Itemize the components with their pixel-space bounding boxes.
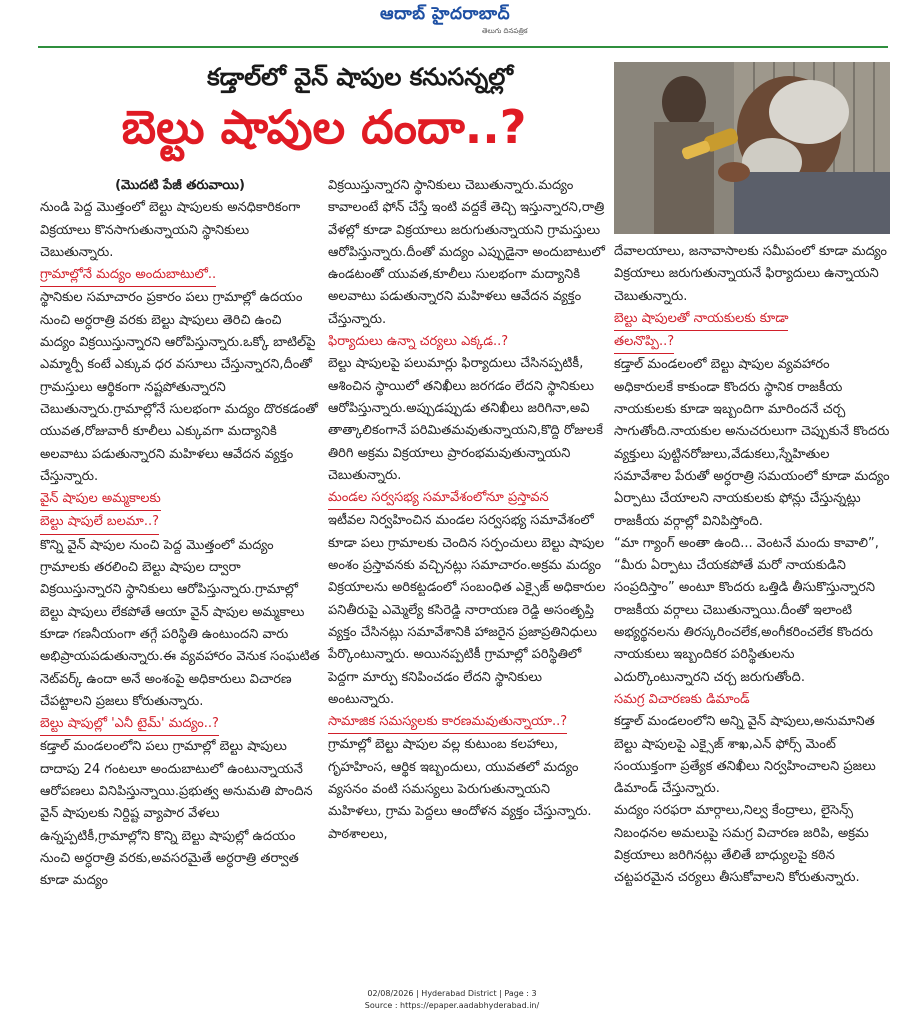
article-sub-headline: కడ్తాల్‌లో వైన్ షాపుల కనుసన్నల్లో <box>207 63 513 91</box>
col2-subhead-3: సామాజిక సమస్యలకు కారణమవుతున్నాయా..? <box>328 711 567 734</box>
col1-paragraph-2: స్థానికుల సమాచారం ప్రకారం పలు గ్రామాల్లో ఉదయం నుంచి అర్ధరాత్రి వరకు బెల్టు షాపులు తెరిచి ఉంచి మద్యం విక్రయిస్తున్నారని ఆరోపిస్తున్నారు.ఒక్కో బాటిల్‌పై ఎమ్మార్పీ కంటే ఎక్కువ ధర వసూలు చేస్తున్నారని,దీంతో గ్రామస్తులు ఆర్థికంగా నష్టపోతున్నారని చెబుతున్నారు.గ్రామాల్లోనే సులభంగా మద్యం దొరకడంతో యువత,రోజువారీ కూలీలు ఎక్కువగా మద్యానికి అలవాటు పడుతున్నారని మహిళలు ఆవేదన వ్యక్తం చేస్తున్నారు. <box>40 290 318 484</box>
col3-paragraph-1: దేవాలయాలు, జనావాసాలకు సమీపంలో కూడా మద్యం విక్రయాలు జరుగుతున్నాయనే ఫిర్యాదులు ఉన్నాయని చెబుతున్నారు. <box>614 244 887 304</box>
page-footer <box>0 988 904 1012</box>
continued-from-front-page: (మొదటి పేజీ తరువాయి) <box>115 178 245 193</box>
col1-paragraph-3: కొన్ని వైన్ షాపుల నుంచి పెద్ద మొత్తంలో మద్యం గ్రామాలకు తరలించి బెల్టు షాపుల ద్వారా విక్రయిస్తున్నారని స్థానికులు ఆరోపిస్తున్నారు.గ్రామాల్లో బెల్టు షాపులు లేకపోతే ఆయా వైన్ షాపుల అమ్మకాలు కూడా గణనీయంగా తగ్గే పరిస్థితి ఉంటుందని వారు అభిప్రాయపడుతున్నారు.ఈ వ్యవహారం వెనుక సంఘటిత నెట్‌వర్క్ ఉందా అనే అంశంపై అధికారులు విచారణ చేపట్టాలని ప్రజలు కోరుతున్నారు. <box>40 537 320 709</box>
col3-subhead-1a: బెల్టు షాపులతో నాయకులకు కూడా <box>614 308 788 331</box>
article-column-1 <box>40 175 320 893</box>
article-column-3 <box>614 241 890 890</box>
article-column-2 <box>328 175 606 846</box>
masthead-logo-title: ఆదాబ్ హైదరాబాద్ <box>380 4 511 24</box>
col3-paragraph-5: మద్యం సరఫరా మార్గాలు,నిల్వ కేంద్రాలు, లైసెన్స్ నిబంధనల అమలుపై సమగ్ర విచారణ జరిపి, అక్రమ విక్రయాలు జరిగినట్లు తేలితే బాధ్యులపై కఠిన చట్టపరమైన చర్యలు తీసుకోవాలని కోరుతున్నారు. <box>614 803 869 886</box>
col2-paragraph-1: విక్రయిస్తున్నారని స్థానికులు చెబుతున్నారు.మద్యం కావాలంటే ఫోన్ చేస్తే ఇంటి వద్దకే తెచ్చి ఇస్తున్నారని,రాత్రి వేళల్లో కూడా విక్రయాలు జరుగుతున్నాయని గ్రామస్తులు ఆరోపిస్తున్నారు.దీంతో మద్యం ఎప్పుడైనా అందుబాటులో ఉండటంతో యువత,కూలీలు సులభంగా మద్యానికి అలవాటు పడుతున్నారని మహిళలు ఆవేదన వ్యక్తం చేస్తున్నారు. <box>328 178 605 327</box>
col3-subhead-1b: తలనొప్పి..? <box>614 331 674 354</box>
col3-paragraph-4: కడ్తాల్ మండలంలోని అన్ని వైన్ షాపులు,అనుమానిత బెల్టు షాపులపై ఎక్సైజ్ శాఖ,ఎన్ ఫోర్స్ మెంట్ సంయుక్తంగా ప్రత్యేక తనిఖీలు నిర్వహించాలని ప్రజలు డిమాండ్ చేస్తున్నారు. <box>614 714 876 797</box>
col1-paragraph-1: నుండి పెద్ద మొత్తంలో బెల్టు షాపులకు అనధికారికంగా విక్రయాలు కొనసాగుతున్నాయని స్థానికులు చెబుతున్నారు. <box>40 200 301 260</box>
footer-date-page: 02/08/2026 | Hyderabad District | Page : 3 <box>367 989 537 998</box>
footer-source-url[interactable]: Source : https://epaper.aadabhyderabad.in/ <box>364 1001 540 1010</box>
col1-subhead-2a: వైన్ షాపుల అమ్మకాలకు <box>40 488 161 511</box>
photo-illustration <box>614 62 890 234</box>
article-headline: బెల్టు షాపుల దందా..? <box>121 100 527 154</box>
masthead <box>0 0 904 46</box>
col2-paragraph-2: బెల్టు షాపులపై పలుమార్లు ఫిర్యాదులు చేసినప్పటికీ, ఆశించిన స్థాయిలో తనిఖీలు జరగడం లేదని స్థానికులు ఆరోపిస్తున్నారు.అప్పుడప్పుడు తనిఖీలు జరిగినా,అవి తాత్కాలికంగానే పరిమితమవుతున్నాయని,కొద్ది రోజులకే తిరిగి అక్రమ విక్రయాలు ప్రారంభమవుతున్నాయని చెబుతున్నారు. <box>328 356 603 483</box>
col1-subhead-3: బెల్టు షాపుల్లో 'ఎనీ టైమ్' మద్యం..? <box>40 713 219 736</box>
col2-subhead-2: మండల సర్వసభ్య సమావేశంలోనూ ప్రస్తావన <box>328 487 549 510</box>
col1-paragraph-4: కడ్తాల్ మండలంలోని పలు గ్రామాల్లో బెల్టు షాపులు దాదాపు 24 గంటలూ అందుబాటులో ఉంటున్నాయనే ఆరోపణలు వినిపిస్తున్నాయి.ప్రభుత్వ అనుమతి పొందిన వైన్ షాపులకు నిర్దిష్ట వ్యాపార వేళలు ఉన్నప్పటికీ,గ్రామాల్లోని కొన్ని బెల్టు షాపుల్లో ఉదయం నుంచి అర్ధరాత్రి వరకు,అవసరమైతే అర్ధరాత్రి తర్వాత కూడా మద్యం <box>40 739 313 889</box>
col1-subhead-1: గ్రామాల్లోనే మద్యం అందుబాటులో.. <box>40 264 216 287</box>
masthead-tagline: తెలుగు దినపత్రిక <box>482 27 528 35</box>
masthead-divider <box>38 46 888 48</box>
col1-subhead-2b: బెల్టు షాపులే బలమా..? <box>40 511 159 534</box>
col3-paragraph-3: “మా గ్యాంగ్ అంతా ఉంది... వెంటనే మందు కావాలి”, “మీరు ఏర్పాటు చేయకపోతే మరో నాయకుడిని సంప్రదిస్తాం” అంటూ కొందరు ఒత్తిడి తీసుకొస్తున్నారని రాజకీయ వర్గాలు చెబుతున్నాయి.దీంతో ఇలాంటి అభ్యర్థనలను తిరస్కరించలేక,అంగీకరించలేక కొందరు నాయకులు ఇబ్బందికర పరిస్థితులను ఎదుర్కొంటున్నారని చర్చ జరుగుతోంది. <box>614 535 879 685</box>
col3-subhead-2: సమగ్ర విచారణకు డిమాండ్ <box>614 691 750 707</box>
man-drinking-liquor-photo <box>614 62 890 234</box>
col3-paragraph-2: కడ్తాల్ మండలంలో బెల్టు షాపుల వ్యవహారం అధికారులకే కాకుండా కొందరు స్థానిక రాజకీయ నాయకులకు కూడా ఇబ్బందిగా మారిందనే చర్చ సాగుతోంది.నాయకుల అనుచరులుగా చెప్పుకునే కొందరు వ్యక్తులు పుట్టినరోజులు,వేడుకలు,స్నేహితుల సమావేశాల పేరుతో అర్ధరాత్రి సమయంలో కూడా మద్యం ఏర్పాటు చేయాలని నాయకులకు ఫోన్లు చేస్తున్నట్లు రాజకీయ వర్గాల్లో వినిపిస్తోంది. <box>614 357 890 529</box>
col2-paragraph-4: గ్రామాల్లో బెల్టు షాపుల వల్ల కుటుంబ కలహాలు, గృహహింస, ఆర్థిక ఇబ్బందులు, యువతలో మద్యం వ్యసనం వంటి సమస్యలు పెరుగుతున్నాయని మహిళలు, గ్రామ పెద్దలు ఆందోళన వ్యక్తం చేస్తున్నారు. పాఠశాలలు, <box>328 737 592 842</box>
col2-paragraph-3: ఇటీవల నిర్వహించిన మండల సర్వసభ్య సమావేశంలో కూడా పలు గ్రామాలకు చెందిన సర్పంచులు బెల్టు షాపుల అంశం ప్రస్తావనకు వచ్చినట్లు సమాచారం.అక్రమ మద్యం విక్రయాలను అరికట్టడంలో సంబంధిత ఎక్సైజ్ అధికారుల పనితీరుపై ఎమ్మెల్యే కసిరెడ్డి నారాయణ రెడ్డి అసంతృప్తి వ్యక్తం చేసినట్లు సమావేశానికి హాజరైన ప్రజాప్రతినిధులు పేర్కొంటున్నారు. అయినప్పటికీ గ్రామాల్లో పరిస్థితిలో పెద్దగా మార్పు కనిపించడం లేదని స్థానికులు అంటున్నారు. <box>328 513 606 707</box>
col2-subhead-1: ఫిర్యాదులు ఉన్నా చర్యలు ఎక్కడ..? <box>328 334 509 350</box>
